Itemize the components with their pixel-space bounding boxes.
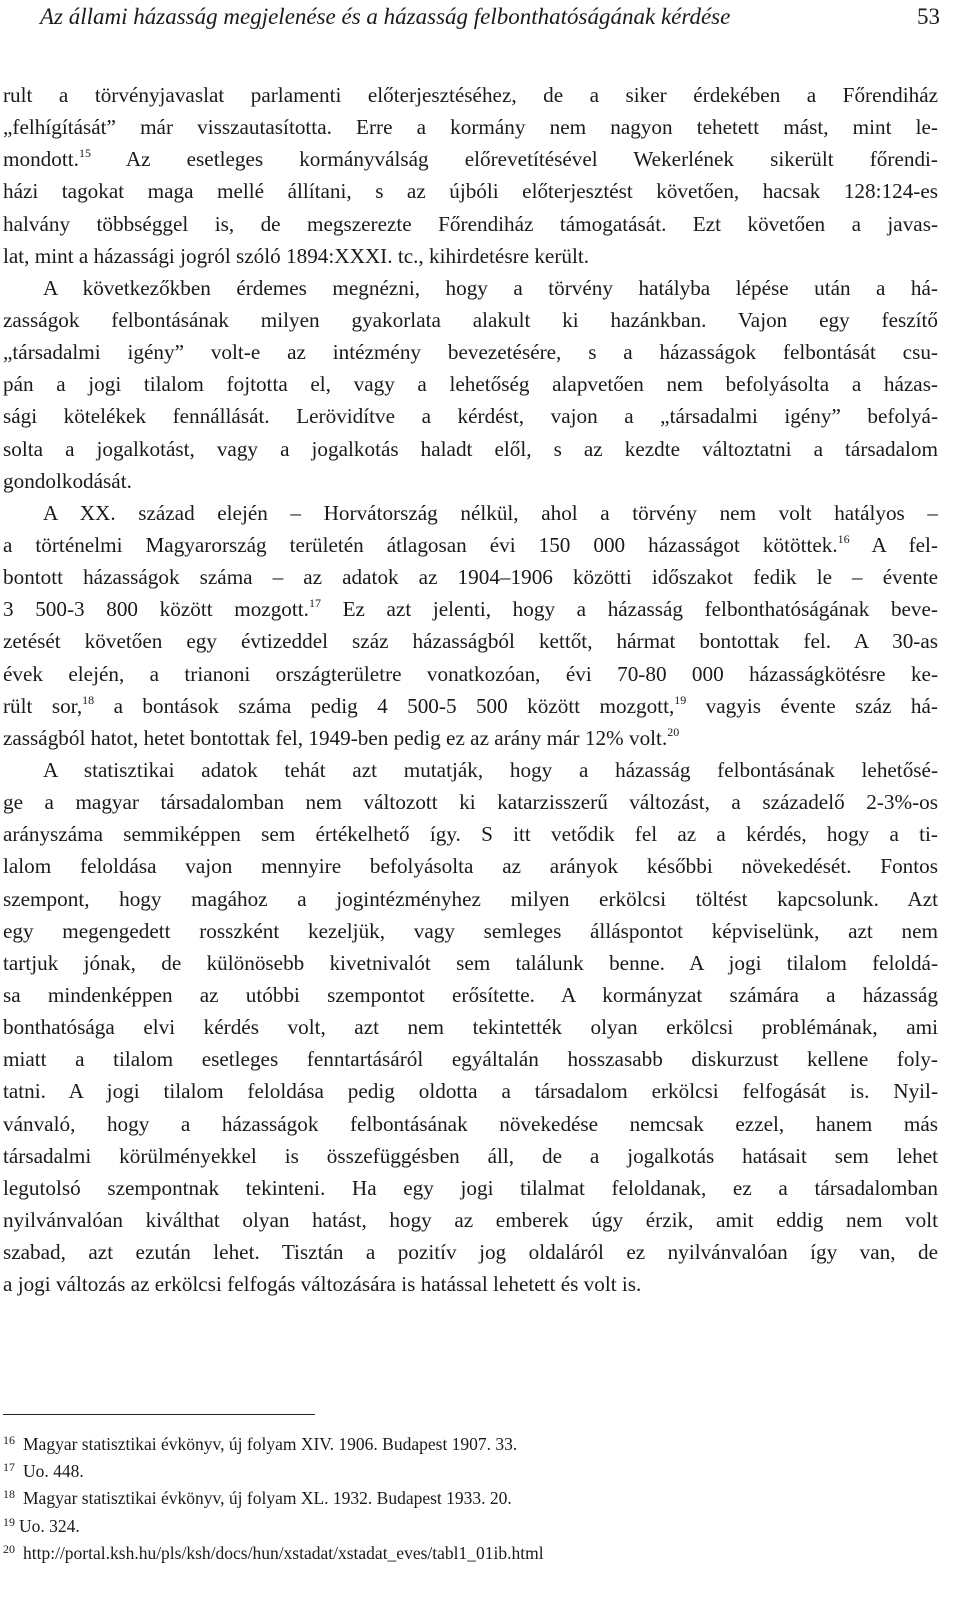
text-line	[3, 979, 938, 1011]
text-line	[3, 1172, 938, 1204]
footnote-number: 16	[3, 1433, 15, 1447]
text-run: évek elején, a trianoni országterületre vonatkozóan, évi 70-80 000 házasságkötésre ke-	[3, 661, 938, 686]
text-line	[3, 175, 938, 207]
text-line	[3, 786, 938, 818]
text-run: zetését követően egy évtizeddel száz házasságból kettőt, hármat bontottak fel. A 30-as	[3, 629, 938, 654]
text-line	[3, 883, 938, 915]
footnote-separator	[3, 1414, 315, 1415]
text-run: sági kötelékek fennállását. Lerövidítve a kérdést, vajon a „társadalmi igény” befolyá-	[3, 404, 938, 429]
text-run: bonthatósága elvi kérdés volt, azt nem tekintették olyan erkölcsi problémának, ami	[3, 1015, 938, 1040]
text-line	[3, 143, 938, 175]
footnotes	[3, 1427, 903, 1563]
text-line	[3, 433, 938, 465]
footnote	[3, 1536, 903, 1563]
text-run: Ez azt jelenti, hogy a házasság felbonthatóságának beve-	[320, 597, 938, 622]
text-line	[3, 850, 938, 882]
text-line	[3, 754, 938, 786]
text-line	[3, 593, 938, 625]
text-line	[3, 915, 938, 947]
footnote	[3, 1427, 903, 1454]
text-run: tatni. A jogi tilalom feloldása pedig oldotta a társadalom erkölcsi felfogását is. Nyil-	[3, 1079, 938, 1104]
text-run: A következőkben érdemes megnézni, hogy a törvény hatályba lépése után a há-	[43, 275, 938, 300]
text-line	[3, 722, 938, 754]
text-line	[3, 658, 938, 690]
text-run: A XX. század elején – Horvátország nélkül, ahol a törvény nem volt hatályos –	[43, 500, 938, 525]
footnote	[3, 1481, 903, 1508]
text-run: 3 500-3 800 között mozgott.	[3, 597, 309, 622]
text-run: A statisztikai adatok tehát azt mutatják, hogy a házasság felbontásának lehetősé-	[43, 757, 938, 782]
text-run: halvány többséggel is, de megszerezte Főrendiház támogatását. Ezt követően a javas-	[3, 211, 938, 236]
text-line	[3, 625, 938, 657]
text-run: mondott.	[3, 147, 79, 172]
text-run: lat, mint a házassági jogról szóló 1894:XXXI. tc., kihirdetésre került.	[3, 243, 590, 268]
text-line	[3, 497, 938, 529]
text-line	[3, 368, 938, 400]
text-run: nyilvánvalóan kiválthat olyan hatást, hogy az emberek úgy érzik, amit eddig nem volt	[3, 1207, 938, 1232]
footnote-reference: 19	[674, 692, 687, 707]
text-line	[3, 336, 938, 368]
text-line	[3, 818, 938, 850]
text-line	[3, 561, 938, 593]
text-line	[3, 400, 938, 432]
text-run: házi tagokat maga mellé állítani, s az újbóli előterjesztést követően, hacsak 128:124-es	[3, 179, 938, 204]
text-run: miatt a tilalom esetleges fenntartásáról egyáltalán hosszasabb diskurzust kellene foly-	[3, 1047, 938, 1072]
footnote	[3, 1509, 903, 1536]
footnote-reference: 18	[82, 692, 95, 707]
text-run: vánvaló, hogy a házasságok felbontásának növekedése nemcsak ezzel, hanem más	[3, 1111, 938, 1136]
text-line	[3, 79, 938, 111]
footnote-reference: 15	[78, 146, 91, 161]
page-number: 53	[917, 4, 940, 29]
text-run: a történelmi Magyarország területén átlagosan évi 150 000 házasságot kötöttek.	[3, 532, 838, 557]
text-run: szempont, hogy magához a jogintézményhez milyen erkölcsi töltést kapcsolunk. Azt	[3, 886, 938, 911]
text-line	[3, 465, 938, 497]
text-line	[3, 1043, 938, 1075]
text-run: ge a magyar társadalomban nem változott ki katarzisszerű változást, a századelő 2-3%-os	[3, 790, 938, 815]
text-line	[3, 208, 938, 240]
text-line	[3, 240, 938, 272]
text-run: gondolkodását.	[3, 468, 132, 493]
text-run: vagyis évente száz há-	[686, 693, 938, 718]
text-run: lalom feloldása vajon mennyire befolyásolta az arányok későbbi növekedését. Fontos	[3, 854, 938, 879]
text-line	[3, 1140, 938, 1172]
text-run: rult a törvényjavaslat parlamenti előterjesztéséhez, de a siker érdekében a Főrendiház	[3, 83, 938, 107]
text-run: sa mindenképpen az utóbbi szempontot erősítette. A kormányzat számára a házasság	[3, 982, 938, 1007]
text-run: bontott házasságok száma – az adatok az 1904–1906 közötti időszakot fedik le – évente	[3, 565, 938, 590]
footnote-text: Uo. 448.	[23, 1461, 84, 1482]
text-run: szabad, azt ezután lehet. Tisztán a pozitív jog oldaláról ez nyilvánvalóan így van, de	[3, 1240, 938, 1265]
footnote	[3, 1454, 903, 1481]
text-line	[3, 529, 938, 561]
text-run: Az esetleges kormányválság előrevetítésével Wekerlének sikerült főrendi-	[90, 147, 938, 172]
text-run: zasságból hatot, hetet bontottak fel, 1949-ben pedig ez az arány már 12% volt.	[3, 725, 668, 750]
footnote-number: 19	[3, 1514, 15, 1529]
text-run: legutolsó szempontnak tekinteni. Ha egy jogi tilalmat feloldanak, ez a társadalomban	[3, 1175, 938, 1200]
text-run: egy megengedett rosszként kezeljük, vagy semleges álláspontot képviselünk, azt nem	[3, 918, 938, 943]
running-header	[40, 2, 940, 32]
footnote-number: 20	[3, 1541, 15, 1556]
text-run: „felhígítását” már visszautasította. Erre a kormány nem nagyon tehetett mást, mint le-	[3, 115, 938, 140]
text-line	[3, 1108, 938, 1140]
text-line	[3, 1011, 938, 1043]
text-run: a bontások száma pedig 4 500-5 500 között mozgott,	[94, 693, 675, 718]
text-line	[3, 947, 938, 979]
text-line	[3, 1268, 938, 1300]
text-run: pán a jogi tilalom fojtotta el, vagy a lehetőség alapvetően nem befolyásolta a házas-	[3, 372, 938, 397]
footnote-number: 17	[3, 1460, 15, 1475]
footnote-text: http://portal.ksh.hu/pls/ksh/docs/hun/xstadat/xstadat_eves/tabl1_01ib.html	[23, 1542, 544, 1563]
text-run: a jogi változás az erkölcsi felfogás változására is hatással lehetett és volt is.	[3, 1272, 642, 1297]
text-line	[3, 304, 938, 336]
footnote-reference: 16	[837, 531, 850, 546]
text-run: solta a jogalkotást, vagy a jogalkotás haladt elől, s az kezdte változtatni a társadalom	[3, 436, 938, 461]
body-text	[3, 79, 938, 1300]
text-run: A fel-	[849, 532, 938, 557]
text-line	[3, 1204, 938, 1236]
footnote-number: 18	[3, 1487, 15, 1502]
text-line	[3, 1236, 938, 1268]
footnote-text: Magyar statisztikai évkönyv, új folyam XL. 1932. Budapest 1933. 20.	[23, 1488, 512, 1509]
footnote-reference: 20	[667, 724, 680, 739]
text-run: „társadalmi igény” volt-e az intézmény bevezetésére, s a házasságok felbontását csu-	[3, 340, 938, 365]
text-run: társadalmi körülményekkel is összefüggésben áll, de a jogalkotás hatásait sem lehet	[3, 1143, 938, 1168]
footnote-text: Magyar statisztikai évkönyv, új folyam XIV. 1906. Budapest 1907. 33.	[23, 1434, 518, 1454]
running-header-title: Az állami házasság megjelenése és a házasság felbonthatóságának kérdése	[40, 4, 731, 29]
text-line	[3, 690, 938, 722]
text-run: arányszáma semmiképpen sem értékelhető így. S itt vetődik fel az a kérdés, hogy a ti-	[3, 822, 938, 847]
footnote-reference: 17	[308, 596, 321, 611]
text-run: tartjuk jónak, de különösebb kivetnivalót sem találunk benne. A jogi tilalom feloldá-	[3, 950, 938, 975]
text-line	[3, 272, 938, 304]
footnote-text: Uo. 324.	[19, 1515, 80, 1536]
text-run: rült sor,	[3, 693, 83, 718]
text-line	[3, 111, 938, 143]
text-line	[3, 1075, 938, 1107]
text-run: zasságok felbontásának milyen gyakorlata alakult ki hazánkban. Vajon egy feszítő	[3, 307, 938, 332]
